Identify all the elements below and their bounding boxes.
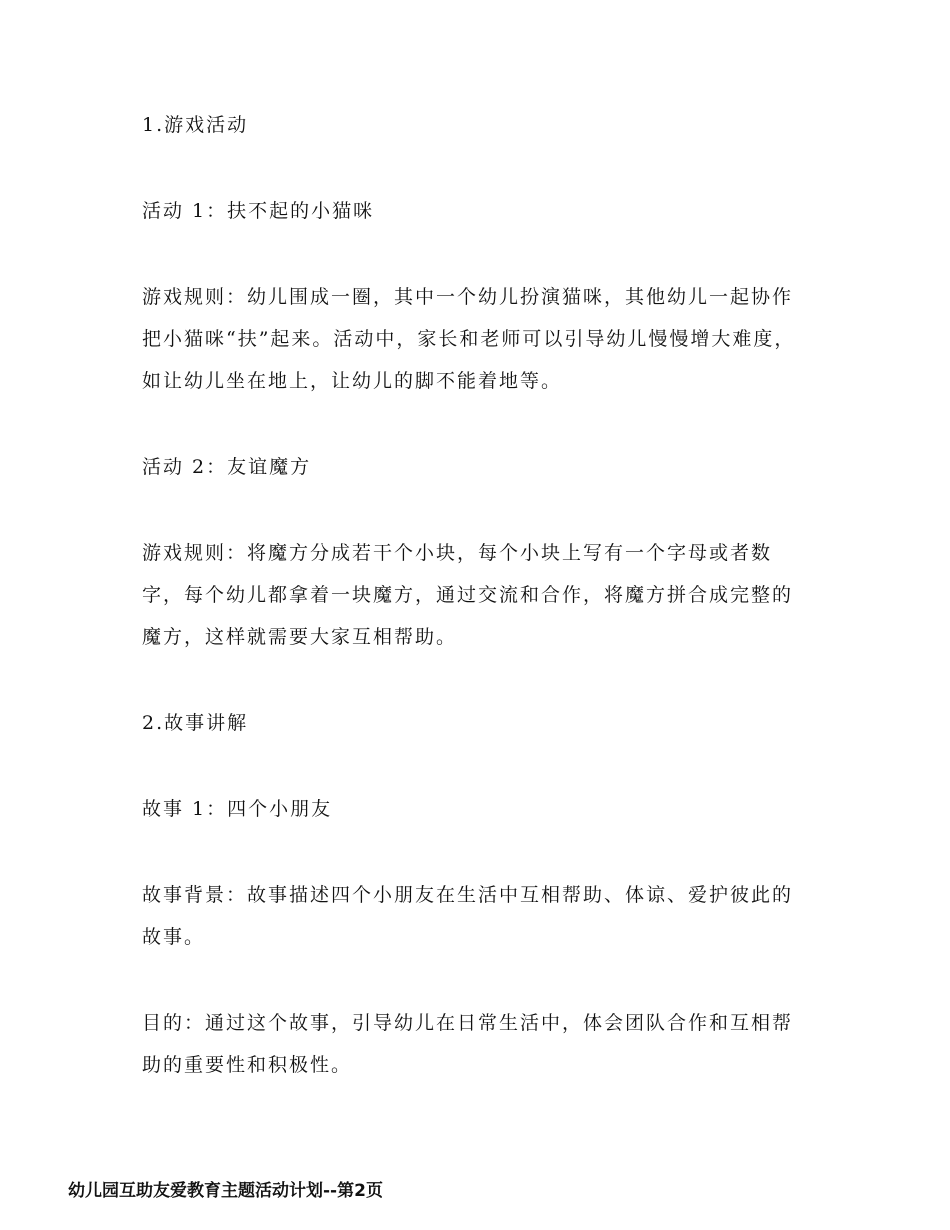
section-heading-games: 1.游戏活动 xyxy=(142,114,249,136)
activity-1-rules: 游戏规则：幼儿围成一圈，其中一个幼儿扮演猫咪，其他幼儿一起协作把小猫咪“扶”起来。活动中，家长和老师可以引导幼儿慢慢增大难度，如让幼儿坐在地上，让幼儿的脚不能着地等。 xyxy=(142,286,796,392)
activity-2-title: 活动 2：友谊魔方 xyxy=(142,456,312,478)
document-body xyxy=(142,104,812,1086)
story-1-purpose: 目的：通过这个故事，引导幼儿在日常生活中，体会团队合作和互相帮助的重要性和积极性。 xyxy=(142,1012,794,1076)
section-heading-stories: 2.故事讲解 xyxy=(142,712,249,734)
story-1-background: 故事背景：故事描述四个小朋友在生活中互相帮助、体谅、爱护彼此的故事。 xyxy=(142,884,794,948)
activity-2-rules: 游戏规则：将魔方分成若干个小块，每个小块上写有一个字母或者数字，每个幼儿都拿着一块魔方，通过交流和合作，将魔方拼合成完整的魔方，这样就需要大家互相帮助。 xyxy=(142,542,794,648)
story-1-title: 故事 1：四个小朋友 xyxy=(142,798,333,820)
page-footer: 幼儿园互助友爱教育主题活动计划--第2页 xyxy=(68,1181,383,1201)
activity-1-title: 活动 1：扶不起的小猫咪 xyxy=(142,200,375,222)
